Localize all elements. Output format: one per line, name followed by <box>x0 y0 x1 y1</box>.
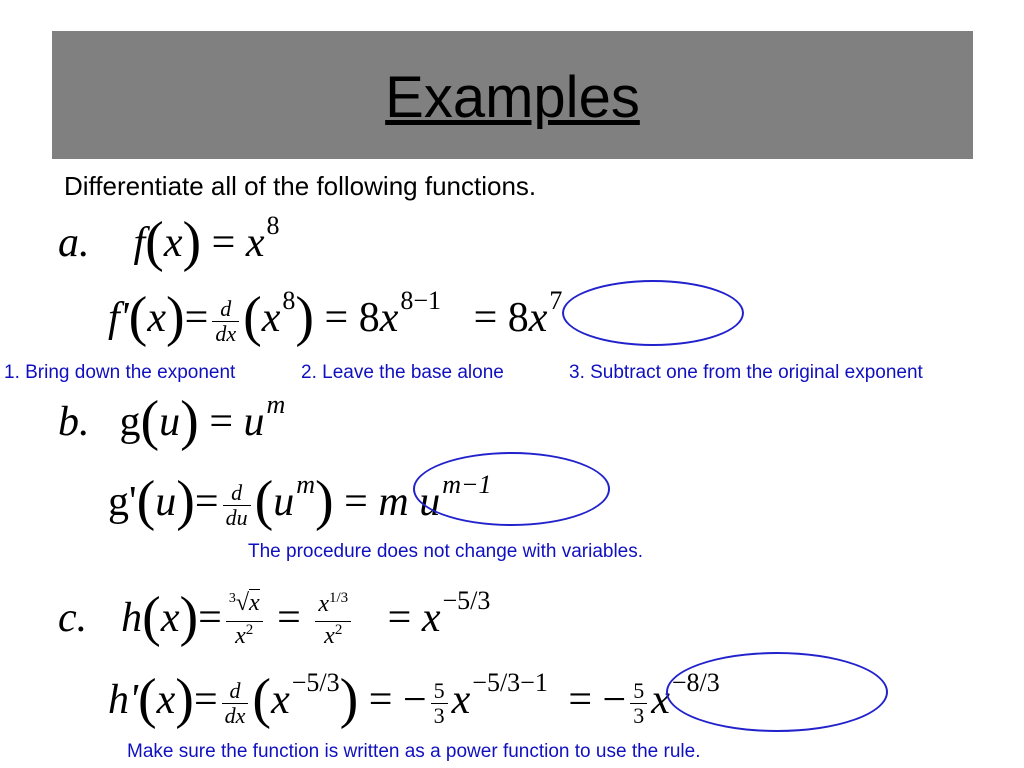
exponent: m <box>266 390 286 419</box>
function-name: f <box>133 220 146 266</box>
step-1-note: 1. Bring down the exponent <box>4 362 236 383</box>
example-b-function: b. $g(u) = u^m$ <box>58 390 286 452</box>
answer-a-oval <box>562 280 744 346</box>
answer-c-oval <box>666 652 888 732</box>
exponent: −5/3 <box>442 586 491 615</box>
result-exponent: −8/3 <box>671 668 720 697</box>
exponent: 8 <box>266 211 280 240</box>
example-c-derivative: h'(x)= $\frac{d}{dx}$ $(x^{-5/3})$ = − $\frac{5}{3}$ $x^{-5/3-1}$ = − $\frac{5}{3}$ $x^{-8/3}$ <box>108 668 720 730</box>
result-base: x <box>651 677 670 723</box>
coefficient-fraction: $\frac{5}{3}$ <box>431 679 448 728</box>
root-index: 3 <box>228 591 236 607</box>
root-fraction: $\frac{^3√x}{x^2}$ <box>226 589 263 653</box>
slide-title: Examples <box>385 65 640 130</box>
variable: u <box>155 479 177 525</box>
example-b-derivative: g'(u)= $\frac{d}{du}$ $(u^m) = m$ $u^{m-1}$ <box>108 470 492 532</box>
exponent-step: 8−1 <box>400 286 442 315</box>
result-exponent: m−1 <box>442 470 492 499</box>
base: x <box>271 677 290 723</box>
base: u <box>243 399 265 445</box>
variable: x <box>147 295 166 341</box>
result-coefficient: 8 <box>507 295 529 341</box>
variable: u <box>159 399 181 445</box>
exponent: m <box>296 470 316 499</box>
example-a-label: a. <box>58 220 90 266</box>
base: u <box>273 479 295 525</box>
result-coefficient-fraction: $\frac{5}{3}$ <box>630 679 647 728</box>
variables-note: The procedure does not change with variables. <box>248 541 644 562</box>
example-a-function: a. $f(x) = x^8$ <box>58 211 280 273</box>
variable: x <box>160 595 180 641</box>
instruction-text: Differentiate all of the following functions. <box>64 171 537 201</box>
base: x <box>451 677 471 723</box>
result-base: u <box>419 479 441 525</box>
d-dx-operator: $\frac{d}{dx}$ <box>212 297 239 346</box>
variable: x <box>163 220 183 266</box>
result-exponent: 7 <box>549 286 563 315</box>
function-name: g <box>119 399 141 445</box>
derivative-name: h' <box>108 677 138 723</box>
step-3-note: 3. Subtract one from the original exponent <box>569 362 923 383</box>
variable: x <box>156 677 176 723</box>
d-dx-operator: $\frac{d}{dx}$ <box>222 679 249 728</box>
d-du-operator: $\frac{d}{du}$ <box>223 481 251 530</box>
derivative-name: g' <box>108 479 137 525</box>
base: x <box>421 595 441 641</box>
base: x <box>379 295 399 341</box>
base: x <box>245 220 265 266</box>
coefficient: m <box>378 479 409 525</box>
base: x <box>261 295 281 341</box>
answer-b-oval <box>413 452 610 526</box>
example-a-derivative: f'(x)= $\frac{d}{dx}$ $(x^8) = 8x^{8-1} = 8x^7$ <box>108 286 563 348</box>
exponent: 8 <box>282 286 296 315</box>
title-bar <box>52 31 973 159</box>
step-2-note: 2. Leave the base alone <box>301 362 504 383</box>
exponent: −5/3 <box>291 668 340 697</box>
function-name: h <box>121 595 143 641</box>
example-c-function: c. h(x)= $\frac{^3√x}{x^2}$ = $\frac{x^{1/3}}{x^2}$ = $x^{-5/3}$ <box>58 588 490 653</box>
exponent-step: −5/3−1 <box>472 668 548 697</box>
derivative-name: f' <box>108 295 129 341</box>
power-function-note: Make sure the function is written as a power function to use the rule. <box>127 741 701 762</box>
root-argument: x <box>248 590 260 617</box>
example-b-label: b. <box>58 399 90 445</box>
result-base: x <box>528 295 548 341</box>
coefficient: 8 <box>358 295 380 341</box>
example-c-label: c. <box>58 595 88 641</box>
power-fraction: $\frac{x^{1/3}}{x^2}$ <box>315 590 351 653</box>
